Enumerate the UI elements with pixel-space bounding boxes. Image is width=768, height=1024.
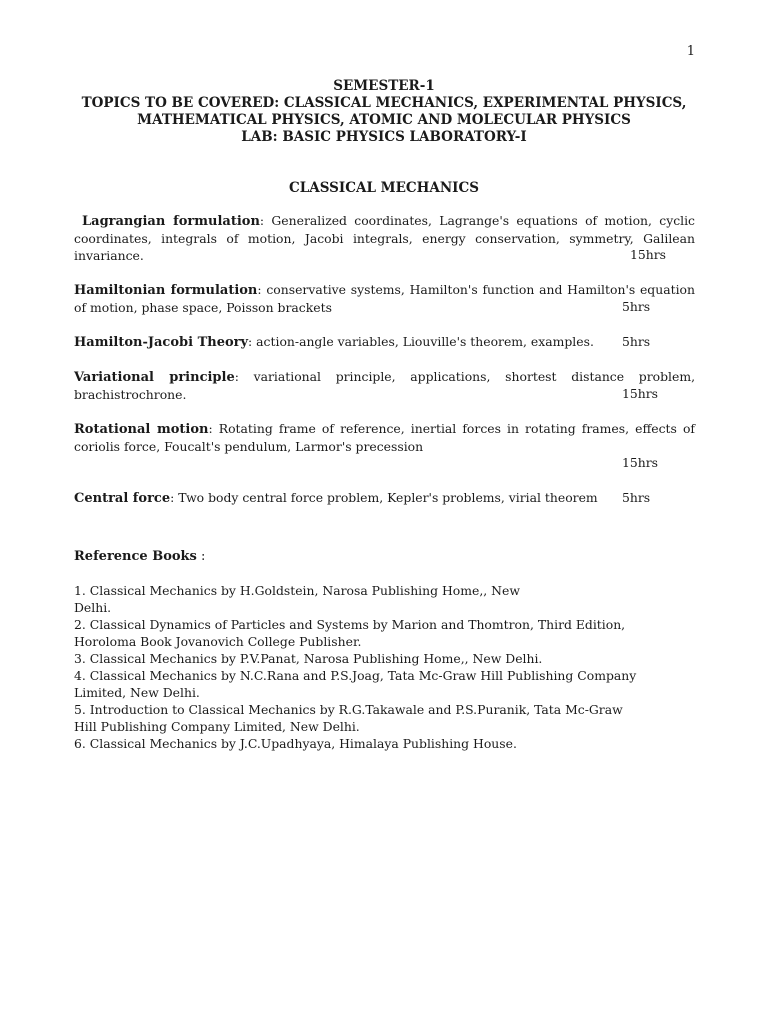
topic-separator: : [259,213,265,228]
topic-title: Central force [74,491,171,506]
reference-item: 5. Introduction to Classical Mechanics by R.G.Takawale and P.S.Puranik, Tata Mc-Graw Hill Publishing Company Limited, New Delhi. [74,702,623,734]
topic-lagrangian [74,212,695,264]
topic-title: Variational principle [74,370,235,385]
topic-title: Lagrangian formulation [82,214,260,229]
topic-title: Hamilton-Jacobi Theory [74,335,249,350]
topic-hours: 5hrs [622,299,651,314]
topic-rotational-motion [74,420,695,472]
topic-separator: : [234,369,239,384]
section-title: CLASSICAL MECHANICS [289,180,479,196]
reference-item: 1. Classical Mechanics by H.Goldstein, Narosa Publishing Home,, New Delhi. [74,583,520,615]
topic-text: Two body central force problem, Kepler's problems, virial theorem [174,490,598,505]
topic-text: variational principle, applications, shortest distance problem, brachistrochrone. [74,369,696,402]
topic-text: Rotating frame of reference, inertial forces in rotating frames, effects of coriolis force, Foucalt's pendulum, Larmor's precession [74,421,695,454]
reference-item: 3. Classical Mechanics by P.V.Panat, Narosa Publishing Home,, New Delhi. [74,651,543,666]
topic-separator: : [170,490,175,505]
topic-hours: 15hrs [622,386,659,401]
topic-variational-principle [74,368,695,403]
references-heading-suffix: : [196,549,206,564]
topic-text: action-angle variables, Liouville's theorem, examples. [252,334,594,349]
topic-separator: : [257,282,262,297]
document-header [60,78,708,146]
topic-hours: 5hrs [622,490,651,505]
topic-hours: 15hrs [630,247,667,262]
references-heading [74,548,695,565]
reference-item: 6. Classical Mechanics by J.C.Upadhyaya, Himalaya Publishing House. [74,736,517,751]
topic-separator: : [248,334,253,349]
topic-separator: : [208,421,213,436]
topics-heading-line2: MATHEMATICAL PHYSICS, ATOMIC AND MOLECULAR PHYSICS [137,112,631,128]
topic-title: Hamiltonian formulation [74,283,258,298]
reference-books [74,548,695,752]
reference-item: 2. Classical Dynamics of Particles and Systems by Marion and Thomtron, Third Edition, Horoloma Book Jovanovich College Publisher. [74,617,626,649]
references-heading-label: Reference Books [74,549,197,564]
page-number: 1 [686,44,695,59]
topic-hamilton-jacobi [74,333,695,351]
topic-hours: 5hrs [622,334,651,349]
topic-text: Generalized coordinates, Lagrange's equations of motion, cyclic coordinates, integrals of motion, Jacobi integrals, energy conservation, symmetry, Galilean invariance. [74,213,695,263]
topics-heading-line1: TOPICS TO BE COVERED: CLASSICAL MECHANICS, EXPERIMENTAL PHYSICS, [81,95,687,111]
reference-item: 4. Classical Mechanics by N.C.Rana and P.S.Joag, Tata Mc-Graw Hill Publishing Company Limited, New Delhi. [74,668,637,700]
lab-heading: LAB: BASIC PHYSICS LABORATORY-I [241,129,527,145]
topic-central-force [74,489,695,507]
topic-text: conservative systems, Hamilton's function and Hamilton's equation of motion, phase space, Poisson brackets [74,282,695,315]
topic-hours: 15hrs [622,455,659,470]
topic-title: Rotational motion [74,422,209,437]
topics-list [74,212,695,524]
semester-heading: SEMESTER-1 [333,78,435,94]
topic-hamiltonian [74,281,695,316]
